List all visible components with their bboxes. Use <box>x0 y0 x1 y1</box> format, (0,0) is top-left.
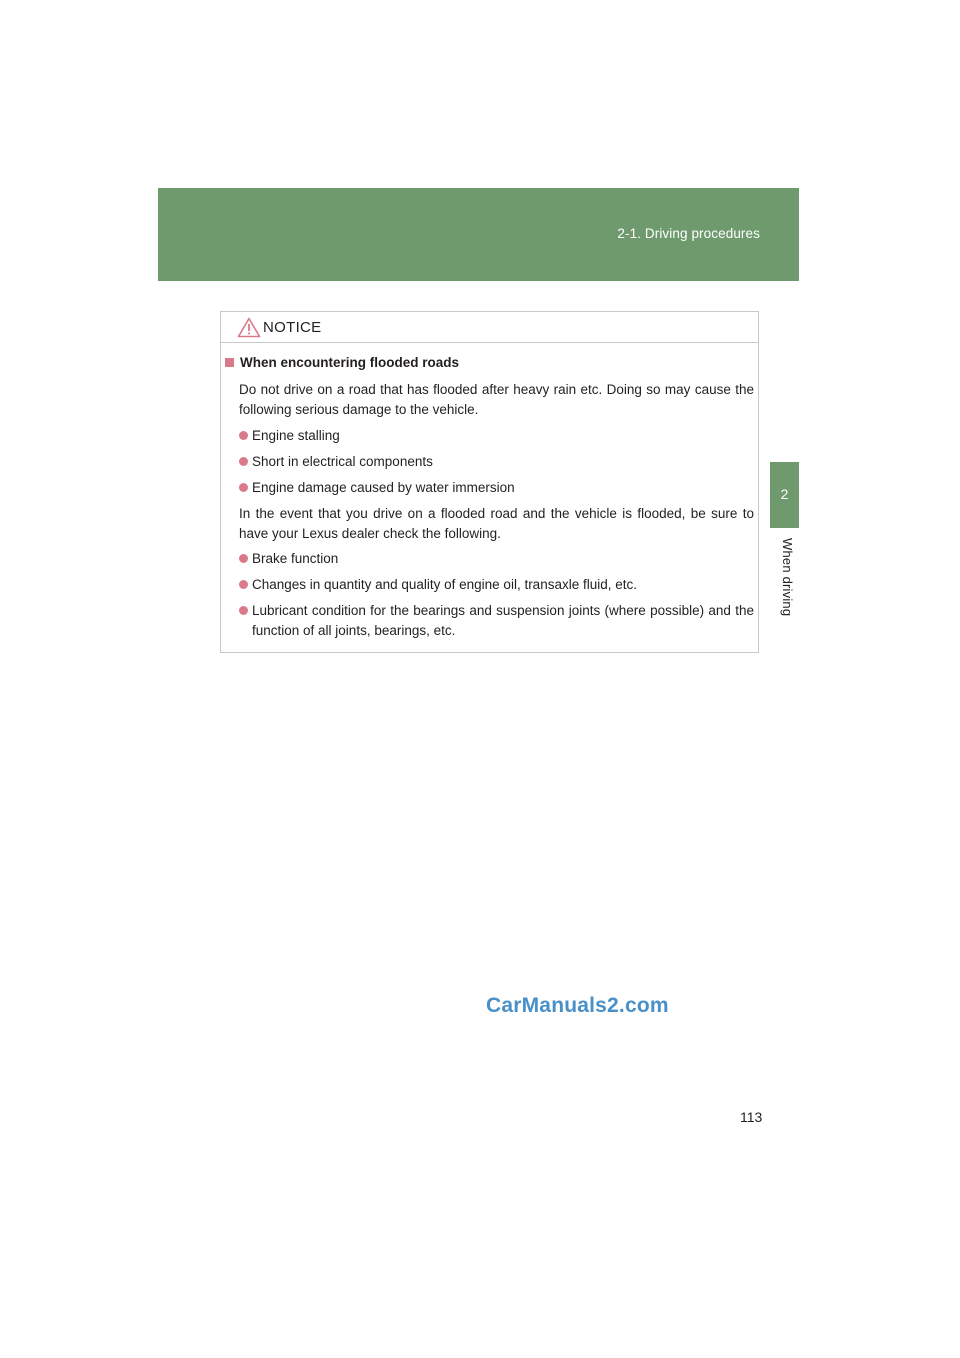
square-bullet-icon <box>225 358 234 367</box>
section-title: 2-1. Driving procedures <box>617 226 760 241</box>
notice-box <box>220 311 759 653</box>
list-item-text: Brake function <box>252 551 339 566</box>
list-item-text: Engine damage caused by water immersion <box>252 480 515 495</box>
chapter-tab[interactable] <box>770 462 799 528</box>
bullet-dot-icon <box>239 457 248 466</box>
notice-title: NOTICE <box>263 319 322 336</box>
chapter-number: 2 <box>780 486 789 502</box>
list-item <box>239 478 754 498</box>
chapter-label: When driving <box>780 538 795 617</box>
list-item-text: Short in electrical components <box>252 454 433 469</box>
bullet-dot-icon <box>239 606 248 615</box>
section-heading <box>225 355 459 370</box>
bullet-dot-icon <box>239 483 248 492</box>
bullet-dot-icon <box>239 431 248 440</box>
intro-paragraph: Do not drive on a road that has flooded after heavy rain etc. Doing so may cause the following serious damage to the vehicle. <box>239 382 754 417</box>
section-heading-text: When encountering flooded roads <box>240 355 459 370</box>
page-number: 113 <box>740 1109 763 1125</box>
list-item <box>239 452 754 472</box>
bullet-dot-icon <box>239 554 248 563</box>
bullet-dot-icon <box>239 580 248 589</box>
notice-header <box>221 312 758 343</box>
list-item-text: Lubricant condition for the bearings and suspension joints (where possible) and the function of all joints, bearings, etc. <box>252 603 754 638</box>
watermark-link[interactable]: CarManuals2.com <box>486 994 669 1017</box>
list-item-text: Changes in quantity and quality of engine oil, transaxle fluid, etc. <box>252 577 637 592</box>
list-item <box>239 601 754 641</box>
warning-triangle-icon <box>237 317 261 338</box>
header-band <box>158 188 799 281</box>
list-item <box>239 549 754 569</box>
followup-paragraph: In the event that you drive on a flooded road and the vehicle is flooded, be sure to have your Lexus dealer check the following. <box>239 506 754 541</box>
list-item <box>239 575 754 595</box>
list-item-text: Engine stalling <box>252 428 340 443</box>
list-item <box>239 426 754 446</box>
